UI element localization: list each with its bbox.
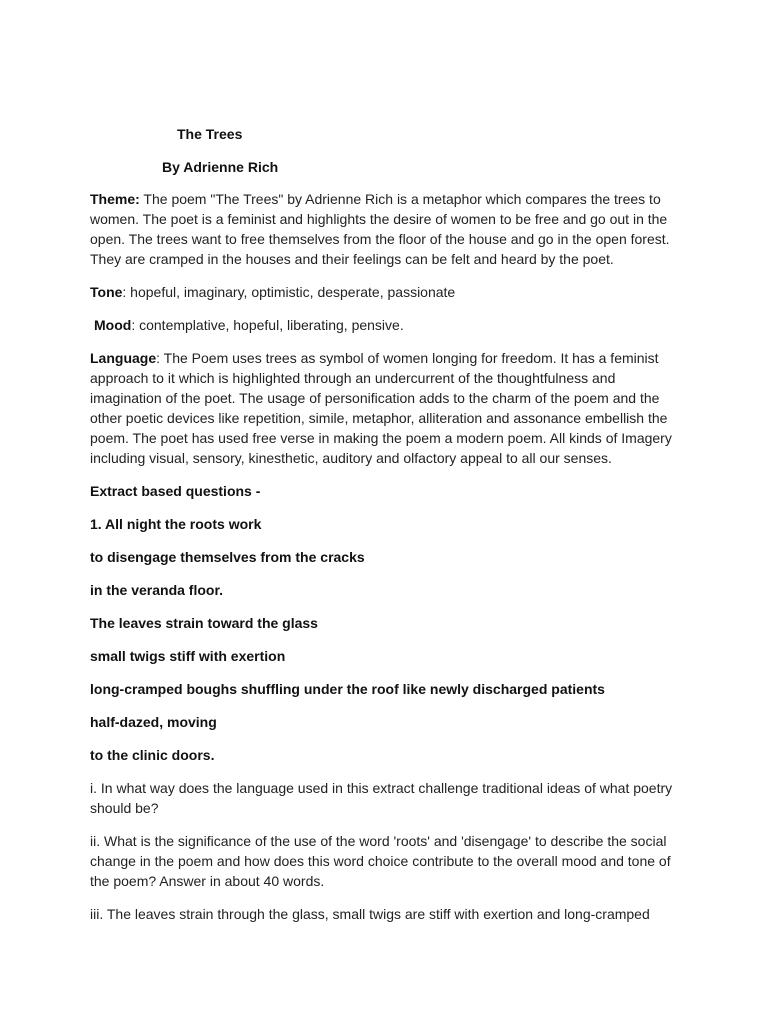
extract-line: to the clinic doors. — [90, 747, 215, 763]
theme-text: The poem "The Trees" by Adrienne Rich is a metaphor which compares the trees to women. The poet is a feminist and highlights the desire of women to be free and go out in the open. The trees want to free themselves from the floor of the house and go in the open forest. They are cramped in the houses and their feelings can be felt and heard by the poet. — [90, 191, 670, 267]
mood-text: : contemplative, hopeful, liberating, pensive. — [131, 317, 404, 333]
mood-label: Mood — [94, 317, 132, 333]
poem-title: The Trees — [177, 126, 243, 142]
mood-paragraph — [90, 315, 680, 335]
language-label: Language — [90, 350, 157, 366]
theme-paragraph — [90, 189, 680, 269]
question-2: ii. What is the significance of the use of the word 'roots' and 'disengage' to describe the social change in the poem and how does this word choice contribute to the overall mood and tone of the poem? Answer in about 40 words. — [90, 833, 671, 889]
poem-author: By Adrienne Rich — [162, 159, 279, 175]
tone-paragraph — [90, 282, 680, 302]
language-text: : The Poem uses trees as symbol of women longing for freedom. It has a feminist approach to it which is highlighted through an undercurrent of the thoughtfulness and imagination of the poet. The usage of personification adds to the charm of the poem and the other poetic devices like repetition, simile, metaphor, alliteration and assonance embellish the poem. The poet has used free verse in making the poem a modern poem. All kinds of Imagery including visual, sensory, kinesthetic, auditory and olfactory appeal to all our senses. — [90, 350, 672, 466]
theme-label: Theme: — [90, 191, 140, 207]
extract-line: 1. All night the roots work — [90, 516, 262, 532]
tone-text: : hopeful, imaginary, optimistic, desperate, passionate — [122, 284, 456, 300]
extract-line: half-dazed, moving — [90, 714, 217, 730]
extract-line: long-cramped boughs shuffling under the roof like newly discharged patients — [90, 681, 605, 697]
extract-line: to disengage themselves from the cracks — [90, 549, 365, 565]
extract-line: in the veranda floor. — [90, 582, 224, 598]
extract-line: The leaves strain toward the glass — [90, 615, 318, 631]
question-1: i. In what way does the language used in this extract challenge traditional ideas of what poetry should be? — [90, 780, 673, 816]
document-body — [90, 189, 680, 937]
question-3: iii. The leaves strain through the glass, small twigs are stiff with exertion and long-cramped — [90, 906, 650, 922]
extract-heading: Extract based questions - — [90, 483, 261, 499]
tone-label: Tone — [90, 284, 123, 300]
language-paragraph — [90, 348, 680, 468]
extract-line: small twigs stiff with exertion — [90, 648, 286, 664]
